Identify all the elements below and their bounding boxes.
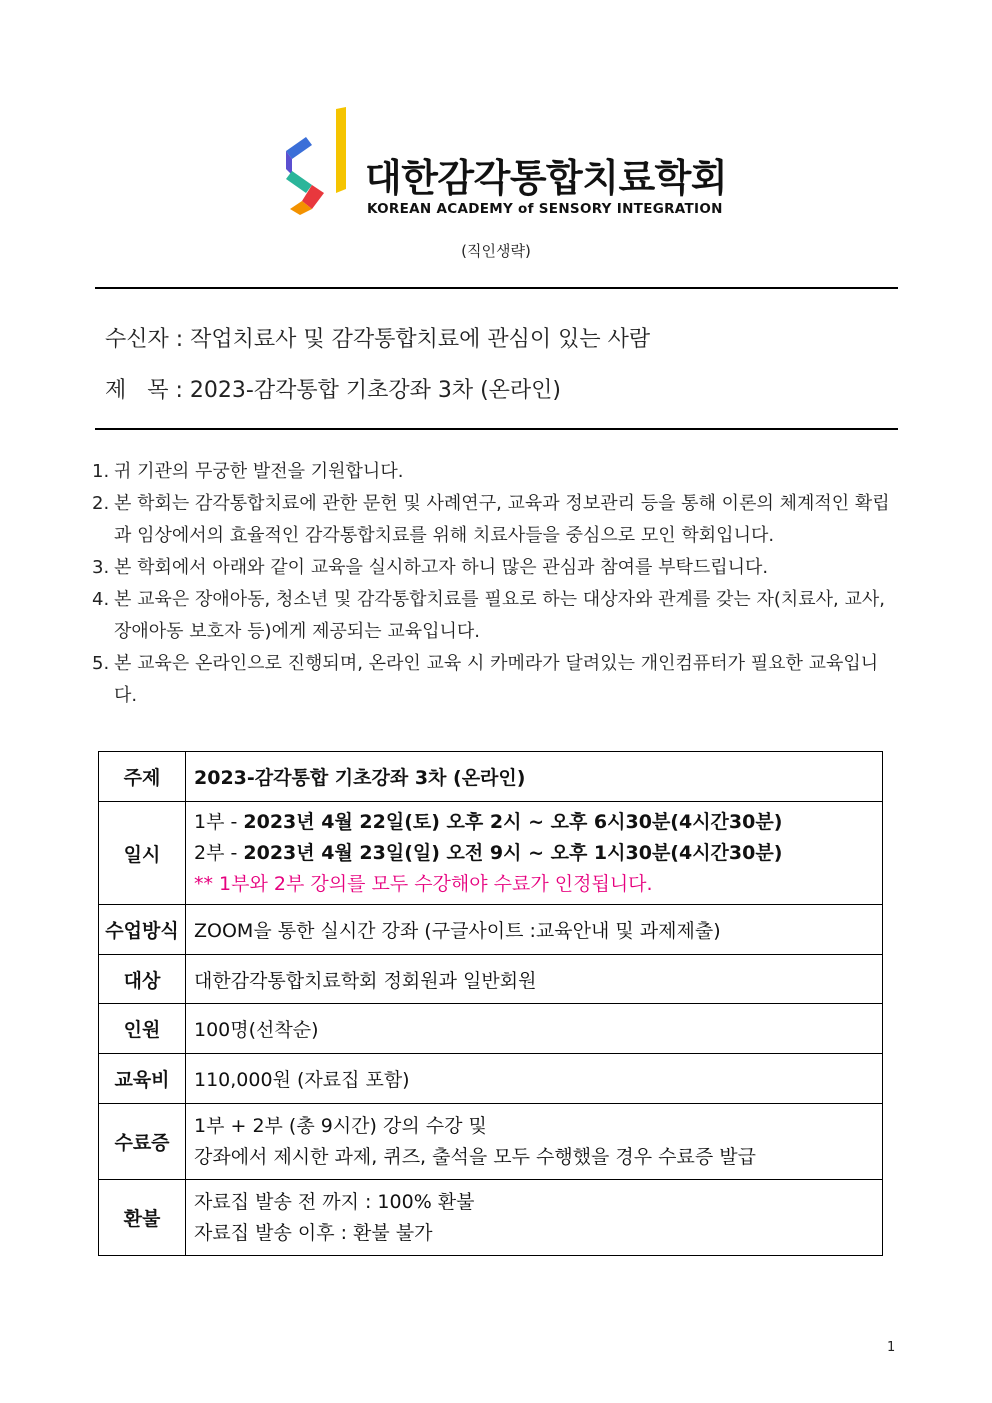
table-row bbox=[99, 802, 883, 905]
table-row bbox=[99, 1054, 883, 1104]
table-row bbox=[99, 1104, 883, 1180]
refund-line1: 자료집 발송 전 까지 : 100% 환불 bbox=[194, 1190, 475, 1213]
recipient-label: 수신자 : bbox=[105, 327, 184, 352]
refund-label: 환불 bbox=[99, 1180, 186, 1256]
top-divider bbox=[95, 287, 898, 289]
course-info-table bbox=[98, 751, 883, 1256]
list-item: 4. 본 교육은 장애아동, 청소년 및 감각통합치료를 필요로 하는 대상자와 관계를 갖는 자(치료사, 교사, 장애아동 보호자 등)에게 제공되는 교육입니다. bbox=[92, 589, 885, 642]
subject-value: 2023-감각통합 기초강좌 3차 (온라인) bbox=[189, 378, 561, 403]
bottom-divider bbox=[95, 428, 898, 430]
schedule-part2: 2부 - 2023년 4월 23일(일) 오전 9시 ~ 오후 1시30분(4시간30분) bbox=[194, 841, 783, 864]
method-label: 수업방식 bbox=[99, 905, 186, 955]
recipient-line bbox=[105, 322, 650, 353]
list-item: 2. 본 학회는 감각통합치료에 관한 문헌 및 사례연구, 교육과 정보관리 등을 통해 이론의 체계적인 확립과 임상에서의 효율적인 감각통합치료를 위해 치료사들을 중심으로 모인 학회입니다. bbox=[92, 493, 890, 546]
seal-omitted-note: (직인생략) bbox=[461, 242, 531, 260]
schedule-part1: 1부 - 2023년 4월 22일(토) 오후 2시 ~ 오후 6시30분(4시간30분) bbox=[194, 810, 783, 833]
logo-mark-icon bbox=[282, 105, 352, 217]
topic-label: 주제 bbox=[99, 752, 186, 802]
refund-line2: 자료집 발송 이후 : 환불 불가 bbox=[194, 1221, 433, 1244]
schedule-cell bbox=[186, 802, 883, 905]
target-label: 대상 bbox=[99, 955, 186, 1004]
page-number: 1 bbox=[887, 1340, 896, 1355]
academy-english-name: KOREAN ACADEMY of SENSORY INTEGRATION bbox=[367, 201, 723, 217]
target-value: 대한감각통합치료학회 정회원과 일반회원 bbox=[186, 955, 883, 1004]
academy-logo bbox=[282, 105, 728, 217]
fee-value: 110,000원 (자료집 포함) bbox=[186, 1054, 883, 1104]
table-row bbox=[99, 1004, 883, 1054]
recipient-value: 작업치료사 및 감각통합치료에 관심이 있는 사람 bbox=[190, 327, 651, 352]
certificate-label: 수료증 bbox=[99, 1104, 186, 1180]
subject-line bbox=[105, 373, 561, 404]
schedule-note: ** 1부와 2부 강의를 모두 수강해야 수료가 인정됩니다. bbox=[194, 872, 653, 895]
refund-cell bbox=[186, 1180, 883, 1256]
subject-label: 제 목 : bbox=[105, 378, 183, 403]
capacity-label: 인원 bbox=[99, 1004, 186, 1054]
certificate-cell bbox=[186, 1104, 883, 1180]
table-row bbox=[99, 752, 883, 802]
list-item: 5. 본 교육은 온라인으로 진행되며, 온라인 교육 시 카메라가 달려있는 개인컴퓨터가 필요한 교육입니다. bbox=[92, 653, 879, 706]
certificate-line2: 강좌에서 제시한 과제, 퀴즈, 출석을 모두 수행했을 경우 수료증 발급 bbox=[194, 1145, 756, 1168]
list-item: 3. 본 학회에서 아래와 같이 교육을 실시하고자 하니 많은 관심과 참여를 부탁드립니다. bbox=[92, 557, 769, 578]
table-row bbox=[99, 1180, 883, 1256]
table-row bbox=[99, 955, 883, 1004]
schedule-label: 일시 bbox=[99, 802, 186, 905]
list-item: 1. 귀 기관의 무궁한 발전을 기원합니다. bbox=[92, 461, 404, 482]
topic-value: 2023-감각통합 기초강좌 3차 (온라인) bbox=[186, 752, 883, 802]
academy-korean-name: 대한감각통합치료학회 bbox=[365, 156, 728, 200]
method-value: ZOOM을 통한 실시간 강좌 (구글사이트 :교육안내 및 과제제출) bbox=[186, 905, 883, 955]
table-row bbox=[99, 905, 883, 955]
fee-label: 교육비 bbox=[99, 1054, 186, 1104]
capacity-value: 100명(선착순) bbox=[186, 1004, 883, 1054]
certificate-line1: 1부 + 2부 (총 9시간) 강의 수강 및 bbox=[194, 1114, 487, 1137]
notice-list bbox=[92, 456, 892, 712]
